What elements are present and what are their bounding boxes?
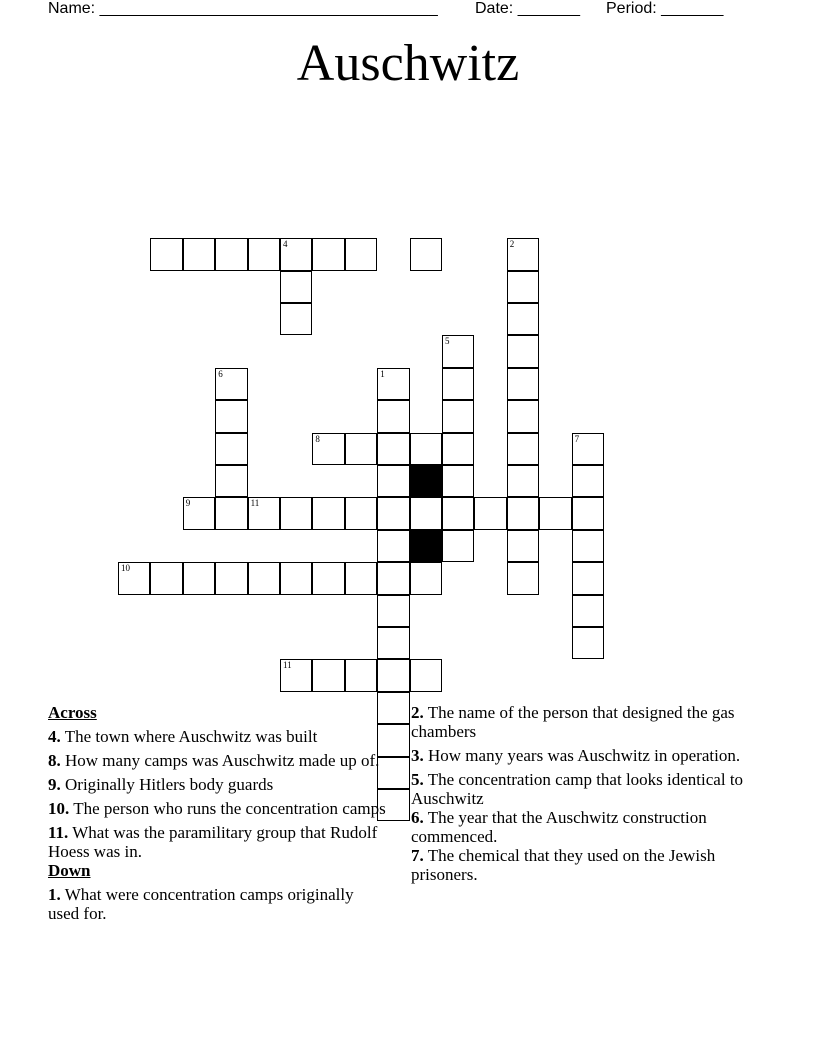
grid-cell[interactable] xyxy=(248,497,280,529)
clue-number: 6 xyxy=(218,368,223,379)
grid-cell[interactable] xyxy=(377,595,409,627)
grid-cell[interactable] xyxy=(215,562,247,594)
grid-cell[interactable] xyxy=(507,335,539,367)
grid-cell[interactable] xyxy=(150,562,182,594)
grid-cell[interactable] xyxy=(377,627,409,659)
grid-cell[interactable] xyxy=(215,465,247,497)
grid-cell[interactable] xyxy=(280,562,312,594)
grid-cell[interactable] xyxy=(572,497,604,529)
grid-cell[interactable] xyxy=(215,238,247,270)
grid-cell[interactable] xyxy=(280,238,312,270)
down-clue-2: 2. The name of the person that designed the gas chambers xyxy=(411,703,735,741)
grid-cell[interactable] xyxy=(312,433,344,465)
down-clue-5: 5. The concentration camp that looks identical to Auschwitz xyxy=(411,770,744,808)
period-field-label: Period: _______ xyxy=(606,0,724,17)
grid-cell[interactable] xyxy=(118,562,150,594)
across-clue-9: 9. Originally Hitlers body guards xyxy=(48,775,274,794)
date-field-label: Date: _______ xyxy=(475,0,580,17)
clue-number: 11 xyxy=(283,660,292,671)
grid-cell[interactable] xyxy=(312,238,344,270)
grid-cell[interactable] xyxy=(442,335,474,367)
grid-cell[interactable] xyxy=(410,562,442,594)
grid-cell[interactable] xyxy=(215,497,247,529)
grid-cell[interactable] xyxy=(410,659,442,691)
grid-cell[interactable] xyxy=(377,659,409,691)
down-clue-6: 6. The year that the Auschwitz construction commenced. xyxy=(411,808,707,846)
grid-cell[interactable] xyxy=(410,497,442,529)
clue-number: 9 xyxy=(185,498,191,509)
grid-cell[interactable] xyxy=(572,433,604,465)
grid-cell[interactable] xyxy=(572,562,604,594)
clue-number: 2 xyxy=(509,239,515,250)
grid-cell[interactable] xyxy=(215,433,247,465)
grid-cell[interactable] xyxy=(183,497,215,529)
page-title: Auschwitz xyxy=(296,35,520,92)
grid-cell[interactable] xyxy=(377,400,409,432)
clue-number: 8 xyxy=(315,433,320,444)
grid-cell[interactable] xyxy=(150,238,182,270)
grid-cell[interactable] xyxy=(572,627,604,659)
grid-cell[interactable] xyxy=(377,530,409,562)
name-field-label: Name: ______________________________________ xyxy=(48,0,438,17)
grid-cell[interactable] xyxy=(280,659,312,691)
grid-cell[interactable] xyxy=(410,238,442,270)
across-clue-10: 10. The person who runs the concentration camps xyxy=(48,799,386,818)
grid-cell[interactable] xyxy=(280,303,312,335)
across-heading: Across xyxy=(48,703,97,722)
grid-cell[interactable] xyxy=(507,497,539,529)
across-clue-11: 11. What was the paramilitary group that Rudolf Hoess was in. xyxy=(48,823,378,861)
grid-cell[interactable] xyxy=(248,562,280,594)
grid-cell[interactable] xyxy=(442,433,474,465)
clue-number: 11 xyxy=(250,498,260,509)
clue-number: 1 xyxy=(380,368,385,379)
grid-cell[interactable] xyxy=(345,433,377,465)
down-heading: Down xyxy=(48,861,91,880)
down-clue-3: 3. How many years was Auschwitz in operation. xyxy=(411,746,741,765)
grid-cell[interactable] xyxy=(345,238,377,270)
grid-cell[interactable] xyxy=(507,562,539,594)
grid-cell[interactable] xyxy=(572,465,604,497)
across-clue-4: 4. The town where Auschwitz was built xyxy=(48,727,318,746)
grid-cell[interactable] xyxy=(377,465,409,497)
grid-cell[interactable] xyxy=(280,271,312,303)
grid-cell[interactable] xyxy=(442,368,474,400)
grid-cell[interactable] xyxy=(377,562,409,594)
across-clue-8: 8. How many camps was Auschwitz made up of. xyxy=(48,751,380,770)
grid-cell[interactable] xyxy=(377,368,409,400)
grid-cell[interactable] xyxy=(312,562,344,594)
grid-cell[interactable] xyxy=(442,465,474,497)
grid-cell[interactable] xyxy=(507,238,539,270)
clues-left-column xyxy=(48,703,388,928)
blocked-cell xyxy=(410,465,442,497)
grid-cell[interactable] xyxy=(572,530,604,562)
grid-cell[interactable] xyxy=(215,400,247,432)
grid-cell[interactable] xyxy=(410,433,442,465)
grid-cell[interactable] xyxy=(442,530,474,562)
clue-number: 4 xyxy=(283,239,288,250)
grid-cell[interactable] xyxy=(345,497,377,529)
grid-cell[interactable] xyxy=(280,497,312,529)
down-clue-1: 1. What were concentration camps originally used for. xyxy=(48,885,354,923)
clue-number: 10 xyxy=(121,563,130,574)
grid-cell[interactable] xyxy=(507,368,539,400)
grid-cell[interactable] xyxy=(442,497,474,529)
grid-cell[interactable] xyxy=(474,497,506,529)
grid-cell[interactable] xyxy=(377,433,409,465)
blocked-cell xyxy=(410,530,442,562)
grid-cell[interactable] xyxy=(345,562,377,594)
grid-cell[interactable] xyxy=(345,659,377,691)
grid-cell[interactable] xyxy=(183,238,215,270)
grid-cell[interactable] xyxy=(442,400,474,432)
grid-cell[interactable] xyxy=(539,497,571,529)
grid-cell[interactable] xyxy=(507,303,539,335)
grid-cell[interactable] xyxy=(183,562,215,594)
clue-number: 5 xyxy=(445,336,450,347)
grid-cell[interactable] xyxy=(377,497,409,529)
grid-cell[interactable] xyxy=(248,238,280,270)
grid-cell[interactable] xyxy=(507,530,539,562)
clues-right-column xyxy=(411,703,751,889)
clue-number: 7 xyxy=(574,433,580,444)
grid-cell[interactable] xyxy=(507,271,539,303)
grid-cell[interactable] xyxy=(507,433,539,465)
grid-cell[interactable] xyxy=(312,497,344,529)
grid-cell[interactable] xyxy=(507,465,539,497)
grid-cell[interactable] xyxy=(572,595,604,627)
grid-cell[interactable] xyxy=(215,368,247,400)
grid-cell[interactable] xyxy=(507,400,539,432)
grid-cell[interactable] xyxy=(312,659,344,691)
down-clue-7: 7. The chemical that they used on the Jewish prisoners. xyxy=(411,846,716,884)
